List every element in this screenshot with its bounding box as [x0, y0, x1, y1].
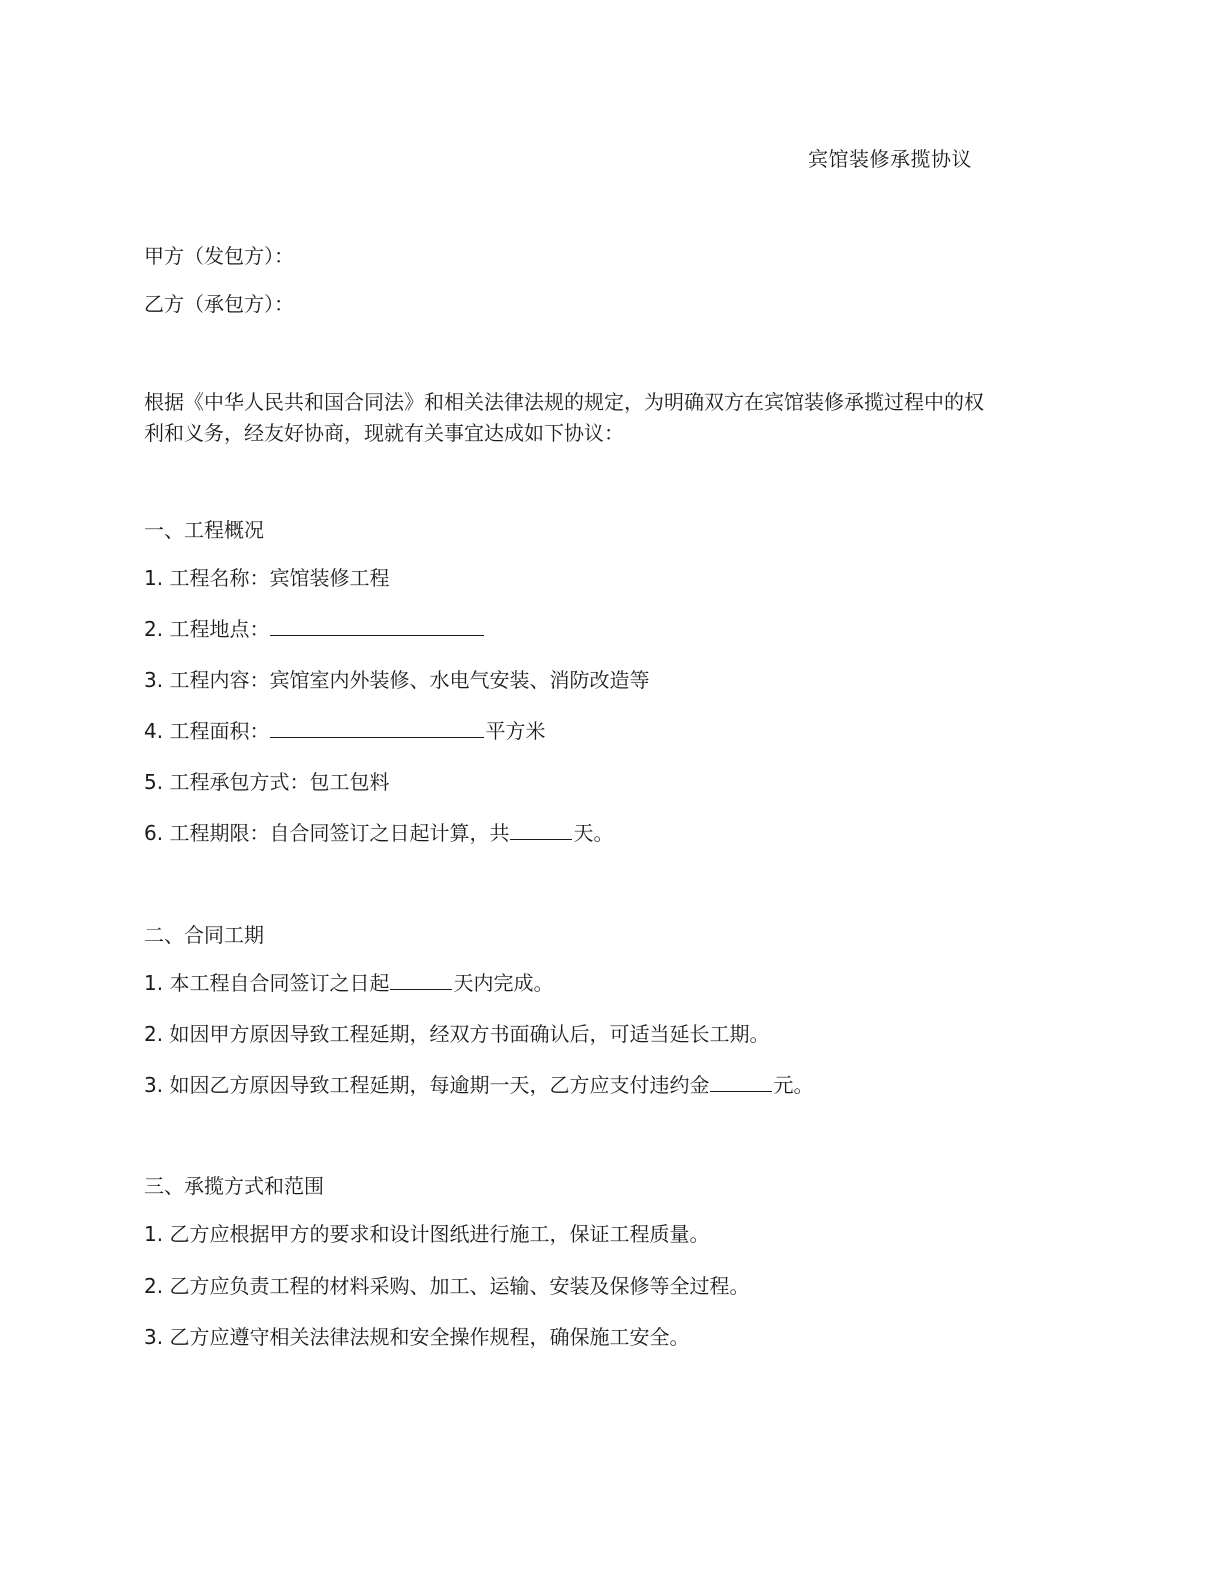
item-suffix: 天。: [573, 821, 614, 845]
fill-in-blank: [270, 615, 484, 636]
section-1-heading: 一、工程概况: [144, 518, 264, 542]
section-1-item-2: [144, 615, 485, 643]
item-text: 3. 如因乙方原因导致工程延期，每逾期一天，乙方应支付违约金: [144, 1073, 710, 1097]
section-2-item-2: 2. 如因甲方原因导致工程延期，经双方书面确认后，可适当延长工期。: [144, 1022, 770, 1046]
section-2-item-1: [144, 969, 553, 997]
item-text: 4. 工程面积：: [144, 719, 270, 743]
section-2-item-3: [144, 1071, 813, 1099]
section-1-item-6: [144, 819, 613, 847]
item-unit: 平方米: [485, 719, 546, 743]
party-a-line: 甲方（发包方）：: [144, 244, 294, 268]
section-3-item-1: 1. 乙方应根据甲方的要求和设计图纸进行施工，保证工程质量。: [144, 1222, 710, 1246]
fill-in-blank: [270, 717, 484, 738]
section-2-heading: 二、合同工期: [144, 923, 264, 947]
section-1-item-3: 3. 工程内容：宾馆室内外装修、水电气安装、消防改造等: [144, 668, 650, 692]
intro-line-2: 利和义务，经友好协商，现就有关事宜达成如下协议：: [144, 421, 624, 445]
fill-in-blank: [710, 1071, 772, 1092]
intro-paragraph: [144, 387, 1074, 449]
item-text: 2. 工程地点：: [144, 617, 270, 641]
item-text: 6. 工程期限：自合同签订之日起计算，共: [144, 821, 510, 845]
fill-in-blank: [390, 969, 452, 990]
section-3-item-3: 3. 乙方应遵守相关法律法规和安全操作规程，确保施工安全。: [144, 1325, 690, 1349]
section-3-item-2: 2. 乙方应负责工程的材料采购、加工、运输、安装及保修等全过程。: [144, 1274, 750, 1298]
section-1-item-1: 1. 工程名称：宾馆装修工程: [144, 566, 390, 590]
section-3-heading: 三、承揽方式和范围: [144, 1174, 324, 1198]
document-title: 宾馆装修承揽协议: [808, 147, 972, 171]
party-b-line: 乙方（承包方）：: [144, 292, 294, 316]
item-text: 1. 本工程自合同签订之日起: [144, 971, 390, 995]
intro-line-1: 根据《中华人民共和国合同法》和相关法律法规的规定，为明确双方在宾馆装修承揽过程中的权: [144, 390, 984, 414]
section-1-item-5: 5. 工程承包方式：包工包料: [144, 770, 390, 794]
fill-in-blank: [510, 819, 572, 840]
section-1-item-4: [144, 717, 545, 745]
item-suffix: 元。: [773, 1073, 814, 1097]
item-suffix: 天内完成。: [453, 971, 554, 995]
